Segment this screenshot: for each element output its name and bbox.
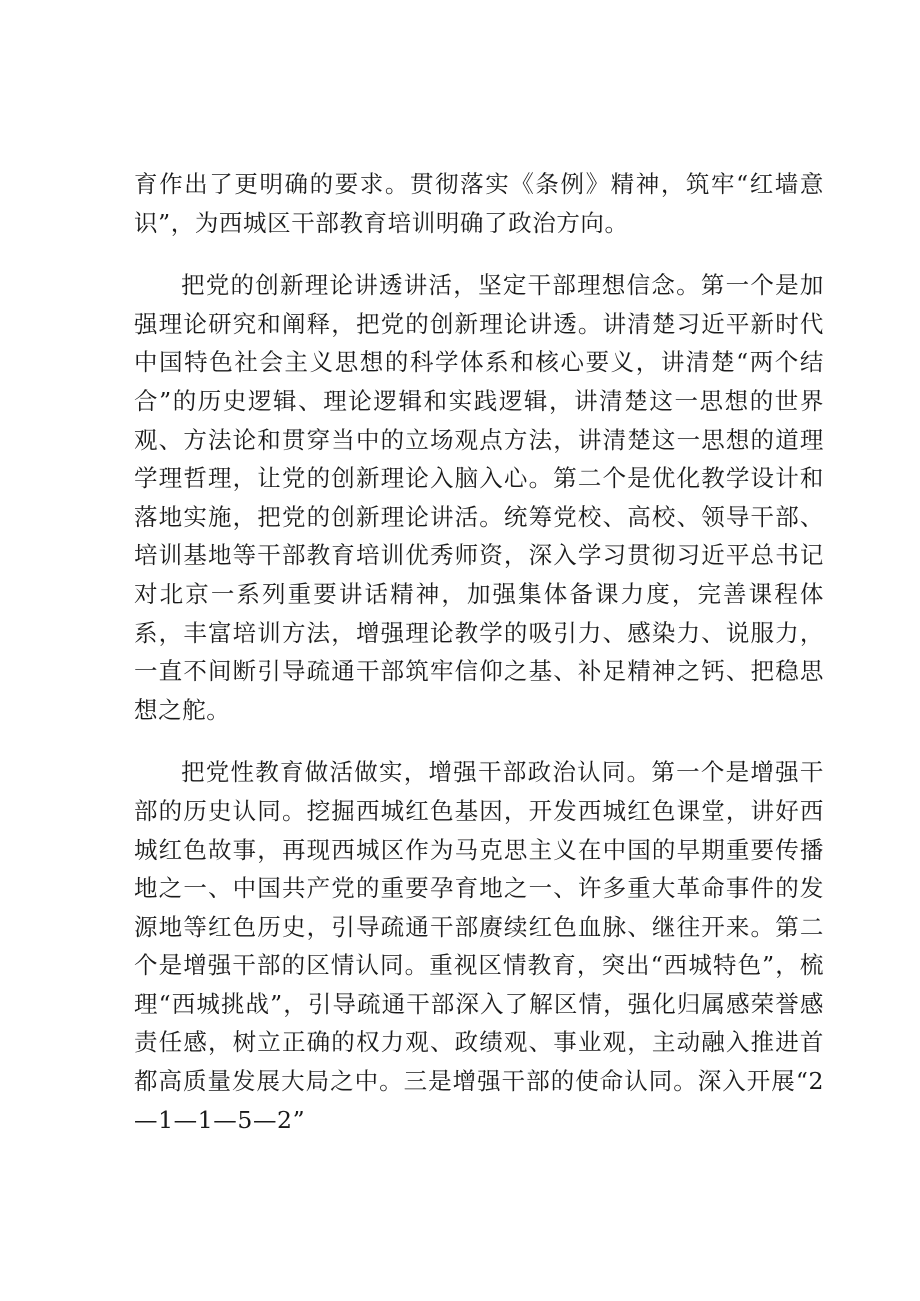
document-body [134, 165, 824, 1139]
paragraph-continuation: 育作出了更明确的要求。贯彻落实《条例》精神，筑牢“红墙意识”，为西城区干部教育培训明确了政治方向。 [134, 170, 824, 237]
paragraph-theory: 把党的创新理论讲透讲活，坚定干部理想信念。第一个是加强理论研究和阐释，把党的创新理论讲透。讲清楚习近平新时代中国特色社会主义思想的科学体系和核心要义，讲清楚“两个结合”的历史逻辑、理论逻辑和实践逻辑，讲清楚这一思想的世界观、方法论和贯穿当中的立场观点方法，讲清楚这一思想的道理学理哲理，让党的创新理论入脑入心。第二个是优化教学设计和落地实施，把党的创新理论讲活。统筹党校、高校、领导干部、培训基地等干部教育培训优秀师资，深入学习贯彻习近平总书记对北京一系列重要讲话精神，加强集体备课力度，完善课程体系，丰富培训方法，增强理论教学的吸引力、感染力、说服力，一直不间断引导疏通干部筑牢信仰之基、补足精神之钙、把稳思想之舵。 [134, 271, 824, 724]
paragraph-party-education: 把党性教育做活做实，增强干部政治认同。第一个是增强干部的历史认同。挖掘西城红色基因，开发西城红色课堂，讲好西城红色故事，再现西城区作为马克思主义在中国的早期重要传播地之一、中国共产党的重要孕育地之一、许多重大革命事件的发源地等红色历史，引导疏通干部赓续红色血脉、继往开来。第二个是增强干部的区情认同。重视区情教育，突出“西城特色”，梳理“西城挑战”，引导疏通干部深入了解区情，强化归属感荣誉感责任感，树立正确的权力观、政绩观、事业观，主动融入推进首都高质量发展大局之中。三是增强干部的使命认同。深入开展“2—1—1—5—2” [134, 758, 824, 1134]
